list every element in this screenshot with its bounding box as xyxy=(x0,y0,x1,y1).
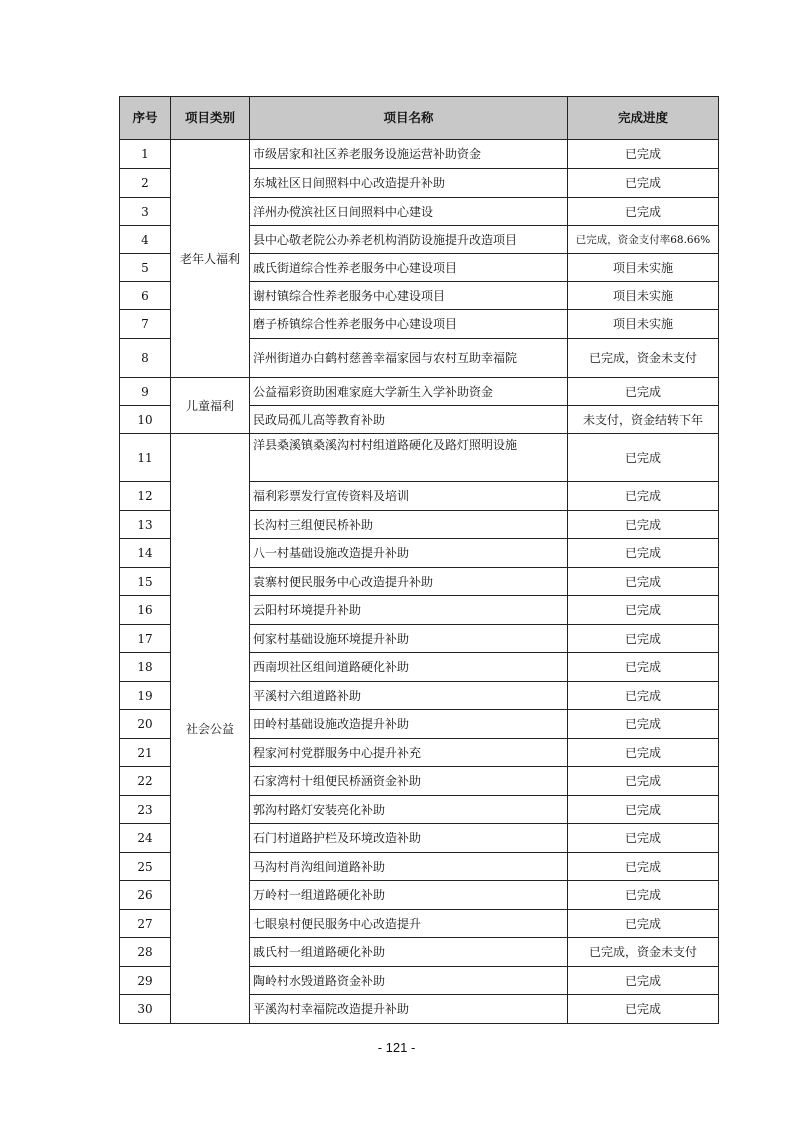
seq-cell: 10 xyxy=(120,406,171,434)
seq-cell: 4 xyxy=(120,226,171,254)
name-cell: 磨子桥镇综合性养老服务中心建设项目 xyxy=(250,310,568,339)
name-cell: 洋州街道办白鹤村慈善幸福家园与农村互助幸福院 xyxy=(250,339,568,378)
header-progress: 完成进度 xyxy=(568,97,719,140)
name-cell: 八一村基础设施改造提升补助 xyxy=(250,539,568,568)
name-cell: 戚氏街道综合性养老服务中心建设项目 xyxy=(250,254,568,282)
seq-cell: 16 xyxy=(120,596,171,625)
name-cell: 平溪沟村幸福院改造提升补助 xyxy=(250,995,568,1024)
seq-cell: 1 xyxy=(120,140,171,169)
header-category: 项目类别 xyxy=(171,97,250,140)
progress-cell: 项目未实施 xyxy=(568,254,719,282)
progress-cell: 已完成 xyxy=(568,140,719,169)
seq-cell: 13 xyxy=(120,511,171,539)
progress-cell: 已完成 xyxy=(568,967,719,995)
page-number: - 121 - xyxy=(377,1040,416,1055)
table-row xyxy=(120,378,719,406)
seq-cell: 12 xyxy=(120,482,171,511)
name-cell: 郭沟村路灯安装亮化补助 xyxy=(250,796,568,824)
seq-cell: 23 xyxy=(120,796,171,824)
seq-cell: 11 xyxy=(120,434,171,482)
name-cell: 福利彩票发行宣传资料及培训 xyxy=(250,482,568,511)
seq-cell: 29 xyxy=(120,967,171,995)
progress-cell: 已完成 xyxy=(568,596,719,625)
progress-cell: 项目未实施 xyxy=(568,310,719,339)
progress-cell: 项目未实施 xyxy=(568,282,719,310)
progress-cell: 未支付，资金结转下年 xyxy=(568,406,719,434)
header-seq: 序号 xyxy=(120,97,171,140)
progress-cell: 已完成 xyxy=(568,568,719,596)
progress-cell: 已完成 xyxy=(568,995,719,1024)
name-cell: 平溪村六组道路补助 xyxy=(250,682,568,710)
seq-cell: 3 xyxy=(120,198,171,226)
progress-cell: 已完成，资金未支付 xyxy=(568,339,719,378)
name-cell: 七眼泉村便民服务中心改造提升 xyxy=(250,910,568,938)
name-cell: 长沟村三组便民桥补助 xyxy=(250,511,568,539)
seq-cell: 15 xyxy=(120,568,171,596)
name-cell: 云阳村环境提升补助 xyxy=(250,596,568,625)
seq-cell: 5 xyxy=(120,254,171,282)
seq-cell: 7 xyxy=(120,310,171,339)
progress-cell: 已完成 xyxy=(568,625,719,653)
progress-cell: 已完成 xyxy=(568,853,719,881)
progress-cell: 已完成 xyxy=(568,881,719,910)
progress-cell: 已完成 xyxy=(568,169,719,198)
name-cell: 东城社区日间照料中心改造提升补助 xyxy=(250,169,568,198)
name-cell: 万岭村一组道路硬化补助 xyxy=(250,881,568,910)
progress-cell: 已完成 xyxy=(568,482,719,511)
name-cell: 程家河村党群服务中心提升补充 xyxy=(250,739,568,767)
seq-cell: 17 xyxy=(120,625,171,653)
category-cell-elderly: 老年人福利 xyxy=(171,140,250,378)
name-cell: 马沟村肖沟组间道路补助 xyxy=(250,853,568,881)
name-cell: 石门村道路护栏及环境改造补助 xyxy=(250,824,568,853)
progress-cell: 已完成 xyxy=(568,796,719,824)
name-cell: 袁寨村便民服务中心改造提升补助 xyxy=(250,568,568,596)
seq-cell: 18 xyxy=(120,653,171,682)
name-cell: 西南坝社区组间道路硬化补助 xyxy=(250,653,568,682)
seq-cell: 19 xyxy=(120,682,171,710)
name-cell: 公益福彩资助困难家庭大学新生入学补助资金 xyxy=(250,378,568,406)
seq-cell: 2 xyxy=(120,169,171,198)
progress-cell: 已完成 xyxy=(568,910,719,938)
table-row xyxy=(120,140,719,169)
progress-cell: 已完成 xyxy=(568,739,719,767)
seq-cell: 9 xyxy=(120,378,171,406)
progress-cell: 已完成 xyxy=(568,539,719,568)
progress-cell: 已完成 xyxy=(568,710,719,739)
category-cell-public: 社会公益 xyxy=(171,434,250,1024)
progress-cell: 已完成 xyxy=(568,767,719,796)
header-row xyxy=(120,97,719,140)
seq-cell: 24 xyxy=(120,824,171,853)
progress-cell: 已完成 xyxy=(568,824,719,853)
name-cell: 洋县桑溪镇桑溪沟村村组道路硬化及路灯照明设施 xyxy=(250,434,568,482)
seq-cell: 21 xyxy=(120,739,171,767)
name-cell: 何家村基础设施环境提升补助 xyxy=(250,625,568,653)
name-cell: 谢村镇综合性养老服务中心建设项目 xyxy=(250,282,568,310)
table-row xyxy=(120,434,719,482)
category-cell-children: 儿童福利 xyxy=(171,378,250,434)
name-cell: 县中心敬老院公办养老机构消防设施提升改造项目 xyxy=(250,226,568,254)
name-cell: 洋州办傥滨社区日间照料中心建设 xyxy=(250,198,568,226)
seq-cell: 6 xyxy=(120,282,171,310)
seq-cell: 20 xyxy=(120,710,171,739)
progress-cell: 已完成 xyxy=(568,378,719,406)
project-table xyxy=(119,96,719,1024)
progress-cell: 已完成 xyxy=(568,198,719,226)
seq-cell: 14 xyxy=(120,539,171,568)
name-cell: 田岭村基础设施改造提升补助 xyxy=(250,710,568,739)
progress-cell: 已完成，资金未支付 xyxy=(568,938,719,967)
name-cell: 陶岭村水毁道路资金补助 xyxy=(250,967,568,995)
seq-cell: 30 xyxy=(120,995,171,1024)
progress-cell: 已完成 xyxy=(568,434,719,482)
header-name: 项目名称 xyxy=(250,97,568,140)
seq-cell: 25 xyxy=(120,853,171,881)
progress-cell: 已完成，资金支付率68.66% xyxy=(568,226,719,254)
progress-cell: 已完成 xyxy=(568,653,719,682)
progress-cell: 已完成 xyxy=(568,511,719,539)
name-cell: 民政局孤儿高等教育补助 xyxy=(250,406,568,434)
seq-cell: 8 xyxy=(120,339,171,378)
seq-cell: 28 xyxy=(120,938,171,967)
name-cell: 石家湾村十组便民桥涵资金补助 xyxy=(250,767,568,796)
seq-cell: 22 xyxy=(120,767,171,796)
seq-cell: 26 xyxy=(120,881,171,910)
name-cell: 市级居家和社区养老服务设施运营补助资金 xyxy=(250,140,568,169)
name-cell: 戚氏村一组道路硬化补助 xyxy=(250,938,568,967)
progress-cell: 已完成 xyxy=(568,682,719,710)
seq-cell: 27 xyxy=(120,910,171,938)
